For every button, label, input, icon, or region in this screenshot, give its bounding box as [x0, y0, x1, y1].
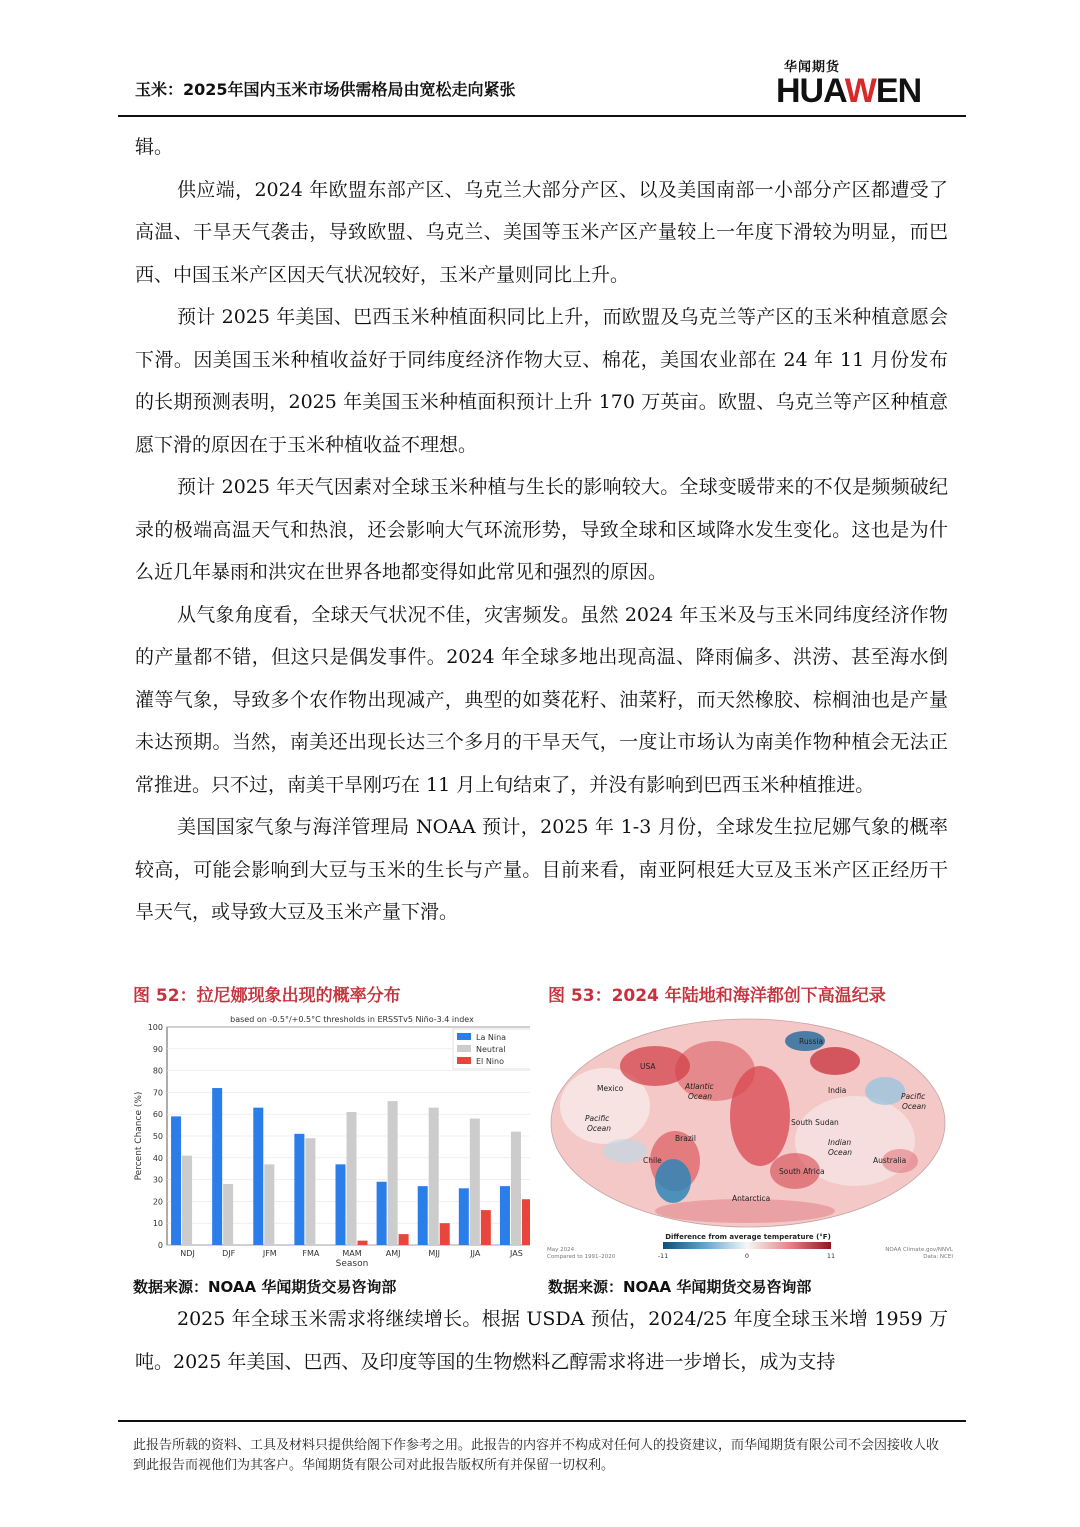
bar-neutral	[511, 1132, 521, 1245]
paragraph: 供应端，2024 年欧盟东部产区、乌克兰大部分产区、以及美国南部一小部分产区都遭受了高温、干旱天气袭击，导致欧盟、乌克兰、美国等玉米产区产量较上一年度下滑较为明显，而巴西、中国玉米产区因天气状况较好，玉米产量则同比上升。	[135, 178, 948, 286]
label-south-africa: South Africa	[779, 1167, 825, 1176]
y-tick-label: 30	[152, 1175, 163, 1185]
map-legend-colorbar	[663, 1242, 831, 1249]
legend-label: El Nino	[476, 1057, 504, 1066]
map-legend-ticks	[658, 1252, 835, 1260]
y-tick-label: 10	[152, 1219, 163, 1229]
legend-swatch	[457, 1057, 471, 1064]
bar-neutral	[347, 1112, 357, 1245]
label-brazil: Brazil	[675, 1134, 696, 1143]
y-tick-label: 50	[152, 1132, 163, 1141]
legend-swatch	[457, 1045, 471, 1052]
map-note-baseline: Compared to 1991–2020	[547, 1254, 616, 1260]
figure-52-caption: 图 52：拉尼娜现象出现的概率分布	[133, 986, 401, 1006]
map-note-date: May 2024	[547, 1247, 575, 1253]
paragraph: 美国国家气象与海洋管理局 NOAA 预计，2025 年 1-3 月份，全球发生拉尼娜气象的概率较高，可能会影响到大豆与玉米的生长与产量。目前来看，南亚阿根廷大豆及玉米产区正经历干旱天气，或导致大豆及玉米产量下滑。	[135, 816, 948, 923]
bar-neutral	[470, 1119, 480, 1245]
label-indian-ocean: Ocean	[828, 1148, 852, 1157]
legend-tick-max: 11	[826, 1252, 836, 1260]
y-tick-label: 0	[157, 1241, 163, 1250]
bar-la-nina	[171, 1116, 181, 1245]
bar-la-nina	[212, 1088, 222, 1245]
temperature-map-svg	[545, 1011, 955, 1269]
x-tick-label: JFM	[262, 1249, 277, 1258]
paragraph: 预计 2025 年美国、巴西玉米种植面积同比上升，而欧盟及乌克兰等产区的玉米种植意愿会下滑。因美国玉米种植收益好于同纬度经济作物大豆、棉花，美国农业部在 24 年 11 月份发布的长期预测表明，2025 年美国玉米种植面积预计上升 170 万英亩。欧盟、乌克兰等产区种植意愿下滑的原因在于玉米种植收益不理想。	[135, 306, 948, 456]
map-note-data: Data: NCEI	[923, 1254, 953, 1260]
paragraph: 预计 2025 年天气因素对全球玉米种植与生长的影响较大。全球变暖带来的不仅是频频破纪录的极端高温天气和热浪，还会影响大气环流形势，导致全球和区域降水发生变化。这也是为什么近几年暴雨和洪灾在世界各地都变得如此常见和强烈的原因。	[135, 476, 948, 583]
y-tick-label: 60	[152, 1110, 163, 1120]
legend-tick-min: -11	[657, 1252, 669, 1260]
chart-y-ticks	[148, 1023, 163, 1250]
la-nina-chart-svg	[127, 1011, 530, 1269]
paragraph: 辑。	[135, 136, 174, 158]
legend-label: La Nina	[476, 1033, 507, 1042]
bar-el-nino	[358, 1241, 368, 1245]
chart-x-label: Season	[335, 1259, 369, 1269]
label-usa: USA	[640, 1062, 656, 1071]
legend-label: Neutral	[476, 1045, 506, 1054]
label-mexico: Mexico	[597, 1084, 624, 1093]
x-tick-label: NDJ	[180, 1249, 195, 1258]
label-atlantic-ocean: Ocean	[688, 1092, 712, 1101]
page-header-title: 玉米：2025年国内玉米市场供需格局由宽松走向紧张	[135, 80, 516, 99]
chart-x-ticks	[180, 1249, 523, 1258]
map-note-credit: NOAA Climate.gov/NNVL	[885, 1247, 953, 1253]
legend-tick-zero: 0	[744, 1252, 750, 1260]
bar-el-nino	[522, 1199, 530, 1245]
bar-neutral	[305, 1138, 315, 1245]
figure-52-source: 数据来源：NOAA 华闻期货交易咨询部	[133, 1278, 397, 1296]
y-tick-label: 90	[152, 1044, 163, 1054]
label-russia: Russia	[799, 1037, 824, 1046]
label-australia: Australia	[873, 1156, 907, 1165]
chart-bars	[171, 1088, 530, 1245]
y-tick-label: 40	[152, 1153, 163, 1163]
chart-title: based on -0.5°/+0.5°C thresholds in ERSSTv5 Niño-3.4 index	[230, 1015, 474, 1024]
bar-la-nina	[500, 1186, 510, 1245]
x-tick-label: MAM	[342, 1249, 362, 1258]
x-tick-label: MJJ	[428, 1249, 441, 1258]
y-tick-label: 70	[152, 1088, 163, 1098]
temperature-anomaly-map	[545, 1011, 955, 1269]
logo-en-w: W	[844, 72, 876, 110]
label-pacific-right-ocean: Ocean	[902, 1102, 926, 1111]
bar-el-nino	[399, 1234, 409, 1245]
chart-y-label: Percent Chance (%)	[134, 1091, 144, 1181]
bar-la-nina	[253, 1108, 263, 1245]
label-chile: Chile	[643, 1156, 662, 1165]
bar-neutral	[429, 1108, 439, 1245]
legend-swatch	[457, 1033, 471, 1040]
label-south-sudan: South Sudan	[791, 1118, 839, 1127]
label-pacific-right: Pacific	[901, 1092, 926, 1101]
label-pacific-left-ocean: Ocean	[587, 1124, 611, 1133]
bar-la-nina	[294, 1134, 304, 1245]
bar-la-nina	[459, 1188, 469, 1245]
label-india: India	[828, 1086, 847, 1095]
x-tick-label: FMA	[302, 1249, 320, 1258]
bar-neutral	[223, 1184, 233, 1245]
logo-cn: 华闻期货	[784, 60, 841, 75]
header-rule	[118, 115, 966, 117]
map-legend-title: Difference from average temperature (°F)	[665, 1233, 831, 1241]
figure-53-source: 数据来源：NOAA 华闻期货交易咨询部	[548, 1278, 812, 1296]
y-tick-label: 100	[147, 1023, 163, 1032]
x-tick-label: AMJ	[385, 1249, 401, 1258]
bar-la-nina	[418, 1186, 428, 1245]
paragraph: 2025 年全球玉米需求将继续增长。根据 USDA 预估，2024/25 年度全球玉米增 1959 万吨。2025 年美国、巴西、及印度等国的生物燃料乙醇需求将进一步增长，成为支持	[135, 1308, 948, 1373]
bar-neutral	[182, 1156, 192, 1245]
figure-53-caption: 图 53：2024 年陆地和海洋都创下高温纪录	[548, 986, 886, 1006]
label-pacific-left: Pacific	[585, 1114, 610, 1123]
logo-en	[776, 72, 921, 111]
x-tick-label: JJA	[470, 1249, 481, 1258]
chart-legend	[453, 1029, 530, 1069]
bar-el-nino	[440, 1223, 450, 1245]
paragraph: 从气象角度看，全球天气状况不佳，灾害频发。虽然 2024 年玉米及与玉米同纬度经济作物的产量都不错，但这只是偶发事件。2024 年全球多地出现高温、降雨偏多、洪涝、甚至海水倒灌等气象，导致多个农作物出现减产，典型的如葵花籽、油菜籽，而天然橡胶、棕榈油也是产量未达预期。当然，南美还出现长达三个多月的干旱天气，一度让市场认为南美作物种植会无法正常推进。只不过，南美干旱刚巧在 11 月上旬结束了，并没有影响到巴西玉米种植推进。	[135, 603, 948, 796]
bar-la-nina	[377, 1182, 387, 1245]
footer-disclaimer: 此报告所载的资料、工具及材料只提供给阁下作参考之用。此报告的内容并不构成对任何人的投资建议，而华闻期货有限公司不会因接收人收到此报告而视他们为其客户。华闻期货有限公司对此报告版权所有并保留一切权利。	[133, 1438, 940, 1473]
body-text	[135, 126, 948, 934]
logo-en-b: EN	[875, 72, 922, 110]
x-tick-label: JAS	[510, 1249, 523, 1258]
x-tick-label: DJF	[222, 1249, 236, 1258]
y-tick-label: 80	[152, 1066, 163, 1076]
bar-la-nina	[336, 1164, 346, 1245]
label-indian: Indian	[828, 1138, 852, 1147]
la-nina-chart	[127, 1011, 530, 1269]
bar-neutral	[388, 1101, 398, 1245]
label-atlantic: Atlantic	[685, 1082, 714, 1091]
body-text-continued	[135, 1298, 948, 1383]
footer-rule	[118, 1420, 966, 1422]
label-antarctica: Antarctica	[732, 1194, 771, 1203]
logo-en-a: HUA	[776, 72, 845, 110]
y-tick-label: 20	[152, 1197, 163, 1207]
bar-neutral	[264, 1164, 274, 1245]
company-logo	[776, 56, 951, 112]
bar-el-nino	[481, 1210, 491, 1245]
